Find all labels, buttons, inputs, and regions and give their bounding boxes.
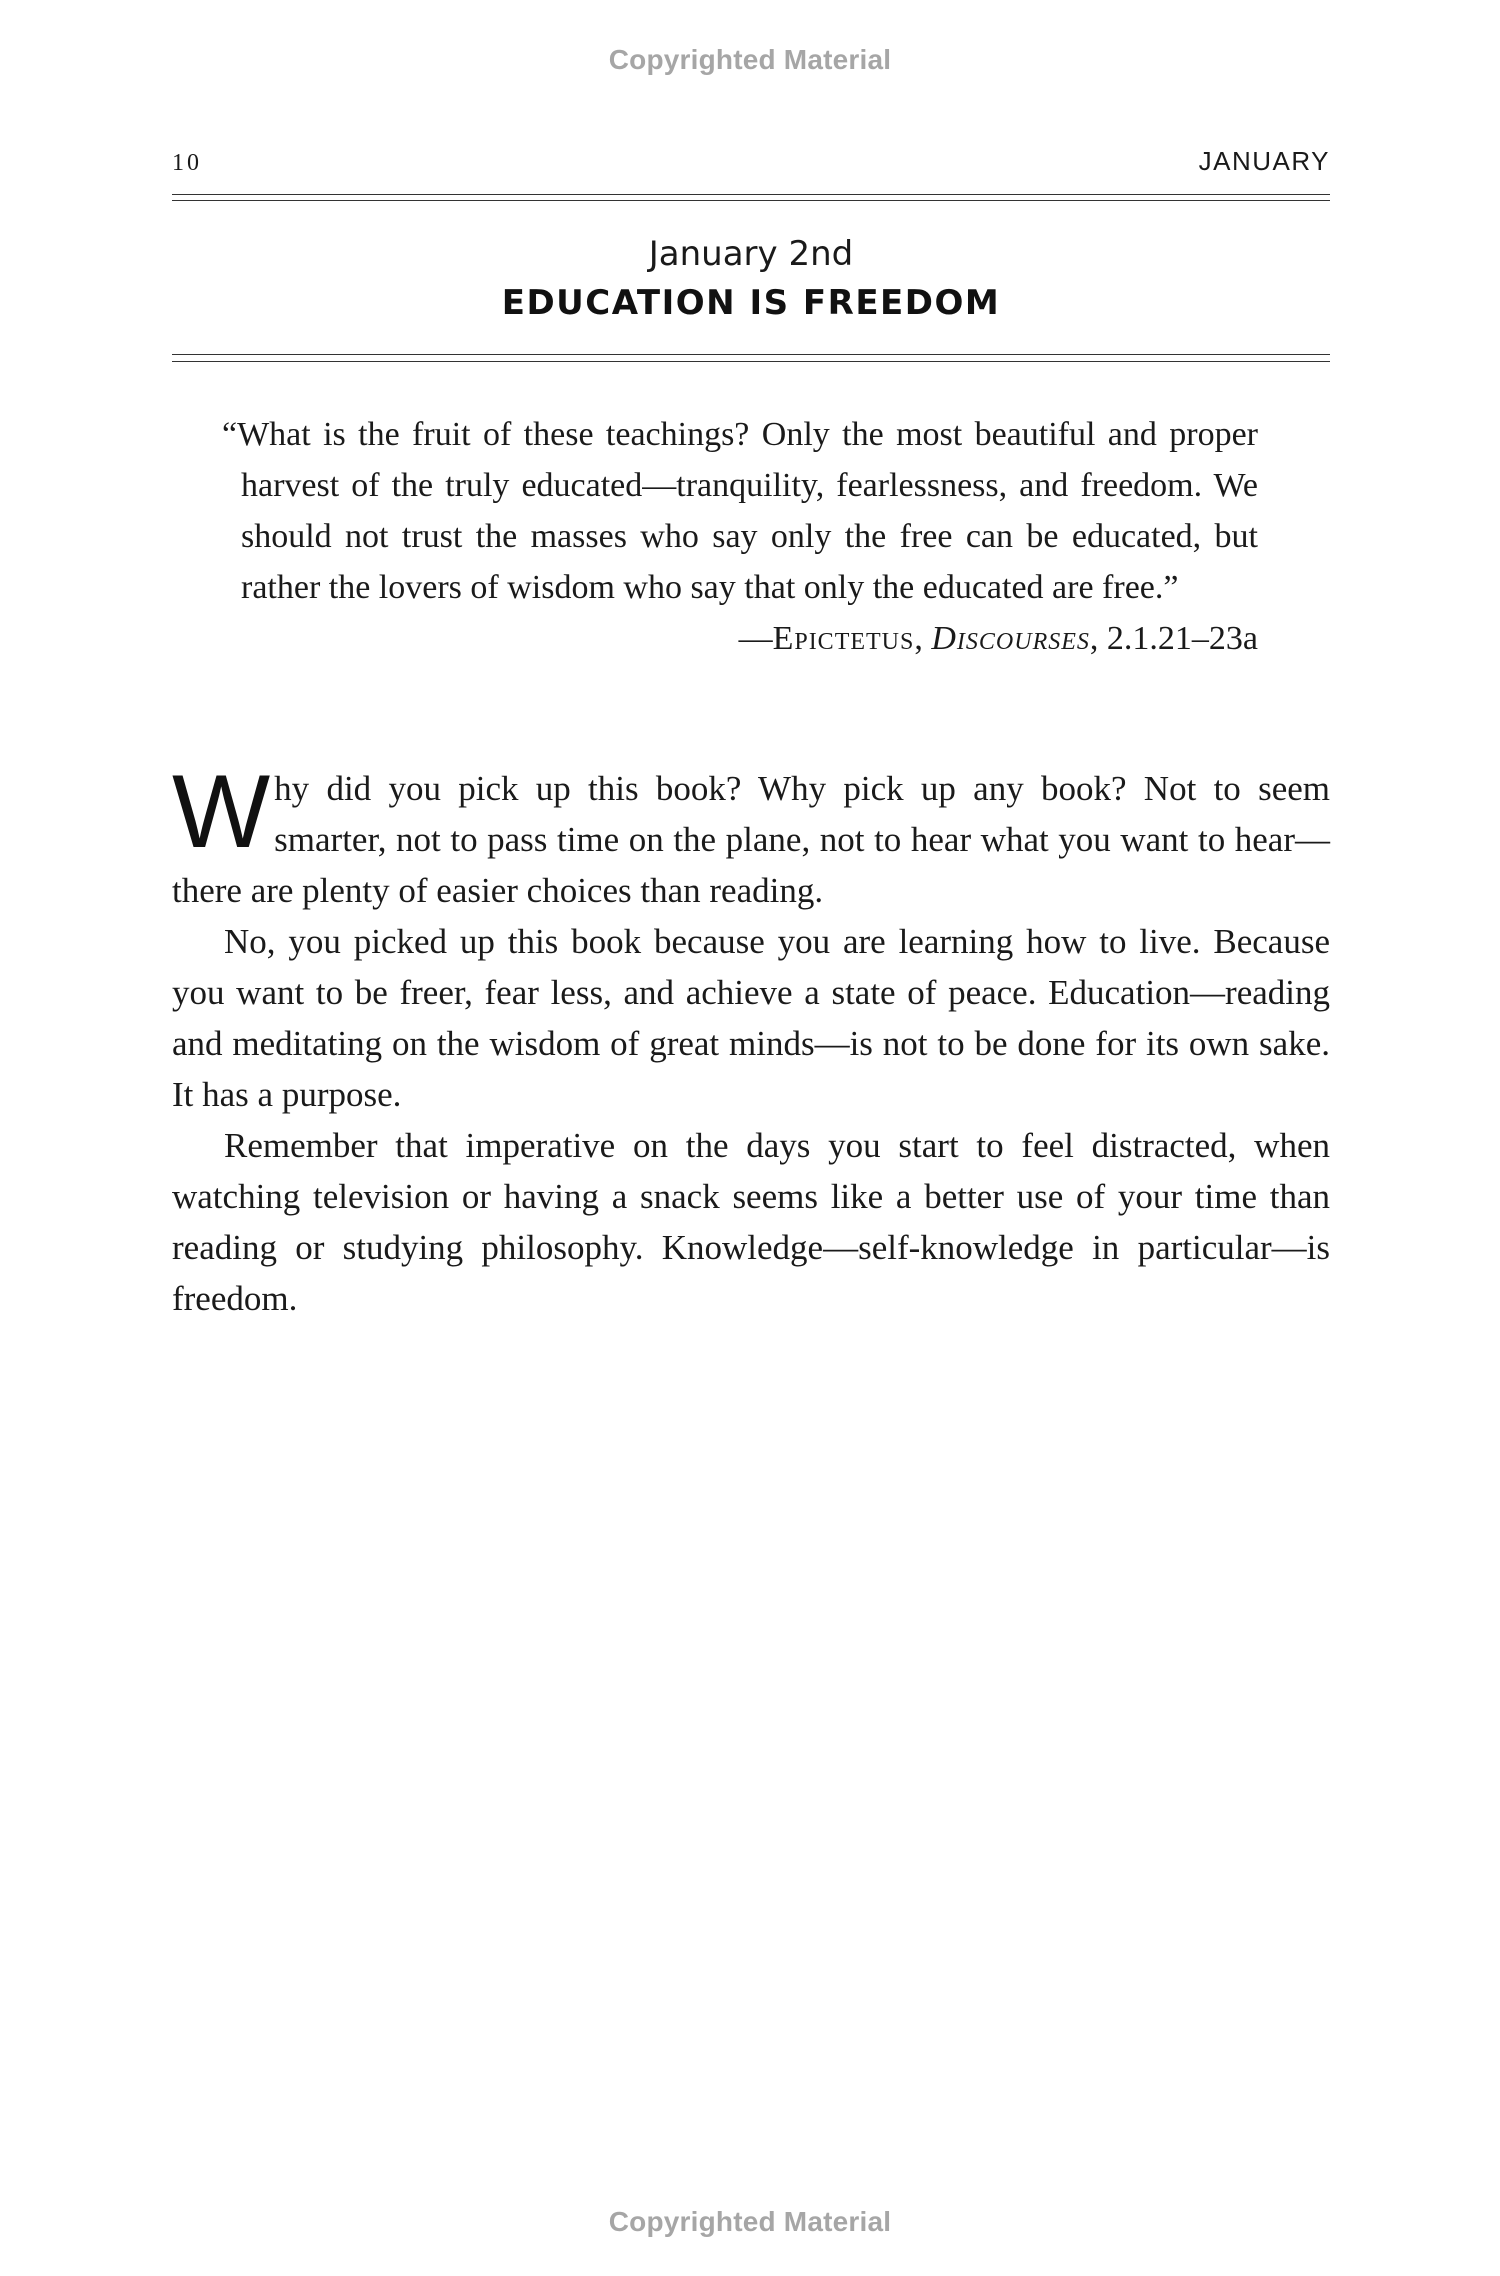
- title-rule: [172, 354, 1330, 355]
- attribution-work: Discourses: [931, 620, 1090, 657]
- body-paragraph: [172, 754, 1330, 916]
- section-name: JANUARY: [1198, 146, 1330, 176]
- copyright-watermark-bottom: Copyrighted Material: [608, 2206, 892, 2237]
- epigraph: [222, 409, 1258, 664]
- drop-cap: W: [172, 754, 271, 870]
- body-paragraph: Remember that imperative on the days you start to feel distracted, when watching television or having a snack seems like a better use of your time than reading or studying philosophy. Knowledge—self-knowledge in particular—is freedom.: [172, 1126, 1330, 1318]
- attribution-dash: —: [738, 620, 773, 657]
- epigraph-attribution: [222, 613, 1258, 664]
- header-rule: [172, 200, 1330, 201]
- entry-header: [172, 230, 1330, 328]
- epigraph-quote: “What is the fruit of these teachings? Only the most beautiful and proper harvest of the truly educated—tranquility, fearlessness, and freedom. We should not trust the masses who say only the free can be educated, but rather the lovers of wisdom who say that only the educated are free.”: [222, 416, 1258, 606]
- body-paragraph-text: hy did you pick up this book? Why pick up any book? Not to seem smarter, not to pass time on the plane, not to hear what you want to hear—there are plenty of easier choices than reading.: [172, 769, 1330, 910]
- attribution-author: Epictetus: [772, 620, 915, 657]
- entry-date: January 2nd: [648, 234, 854, 274]
- running-head: [172, 142, 1330, 182]
- title-rule: [172, 361, 1330, 362]
- body-text: [172, 754, 1330, 1324]
- page-number: 10: [172, 150, 202, 176]
- attribution-citation: , 2.1.21–23a: [1089, 620, 1258, 657]
- copyright-watermark-top: Copyrighted Material: [608, 44, 892, 75]
- entry-title: EDUCATION IS FREEDOM: [501, 283, 1001, 323]
- body-paragraph: No, you picked up this book because you are learning how to live. Because you want to be freer, fear less, and achieve a state of peace. Education—reading and meditating on the wisdom of great minds—is not to be done for its own sake. It has a purpose.: [172, 922, 1330, 1114]
- header-rule: [172, 194, 1330, 195]
- attribution-separator: ,: [914, 620, 932, 657]
